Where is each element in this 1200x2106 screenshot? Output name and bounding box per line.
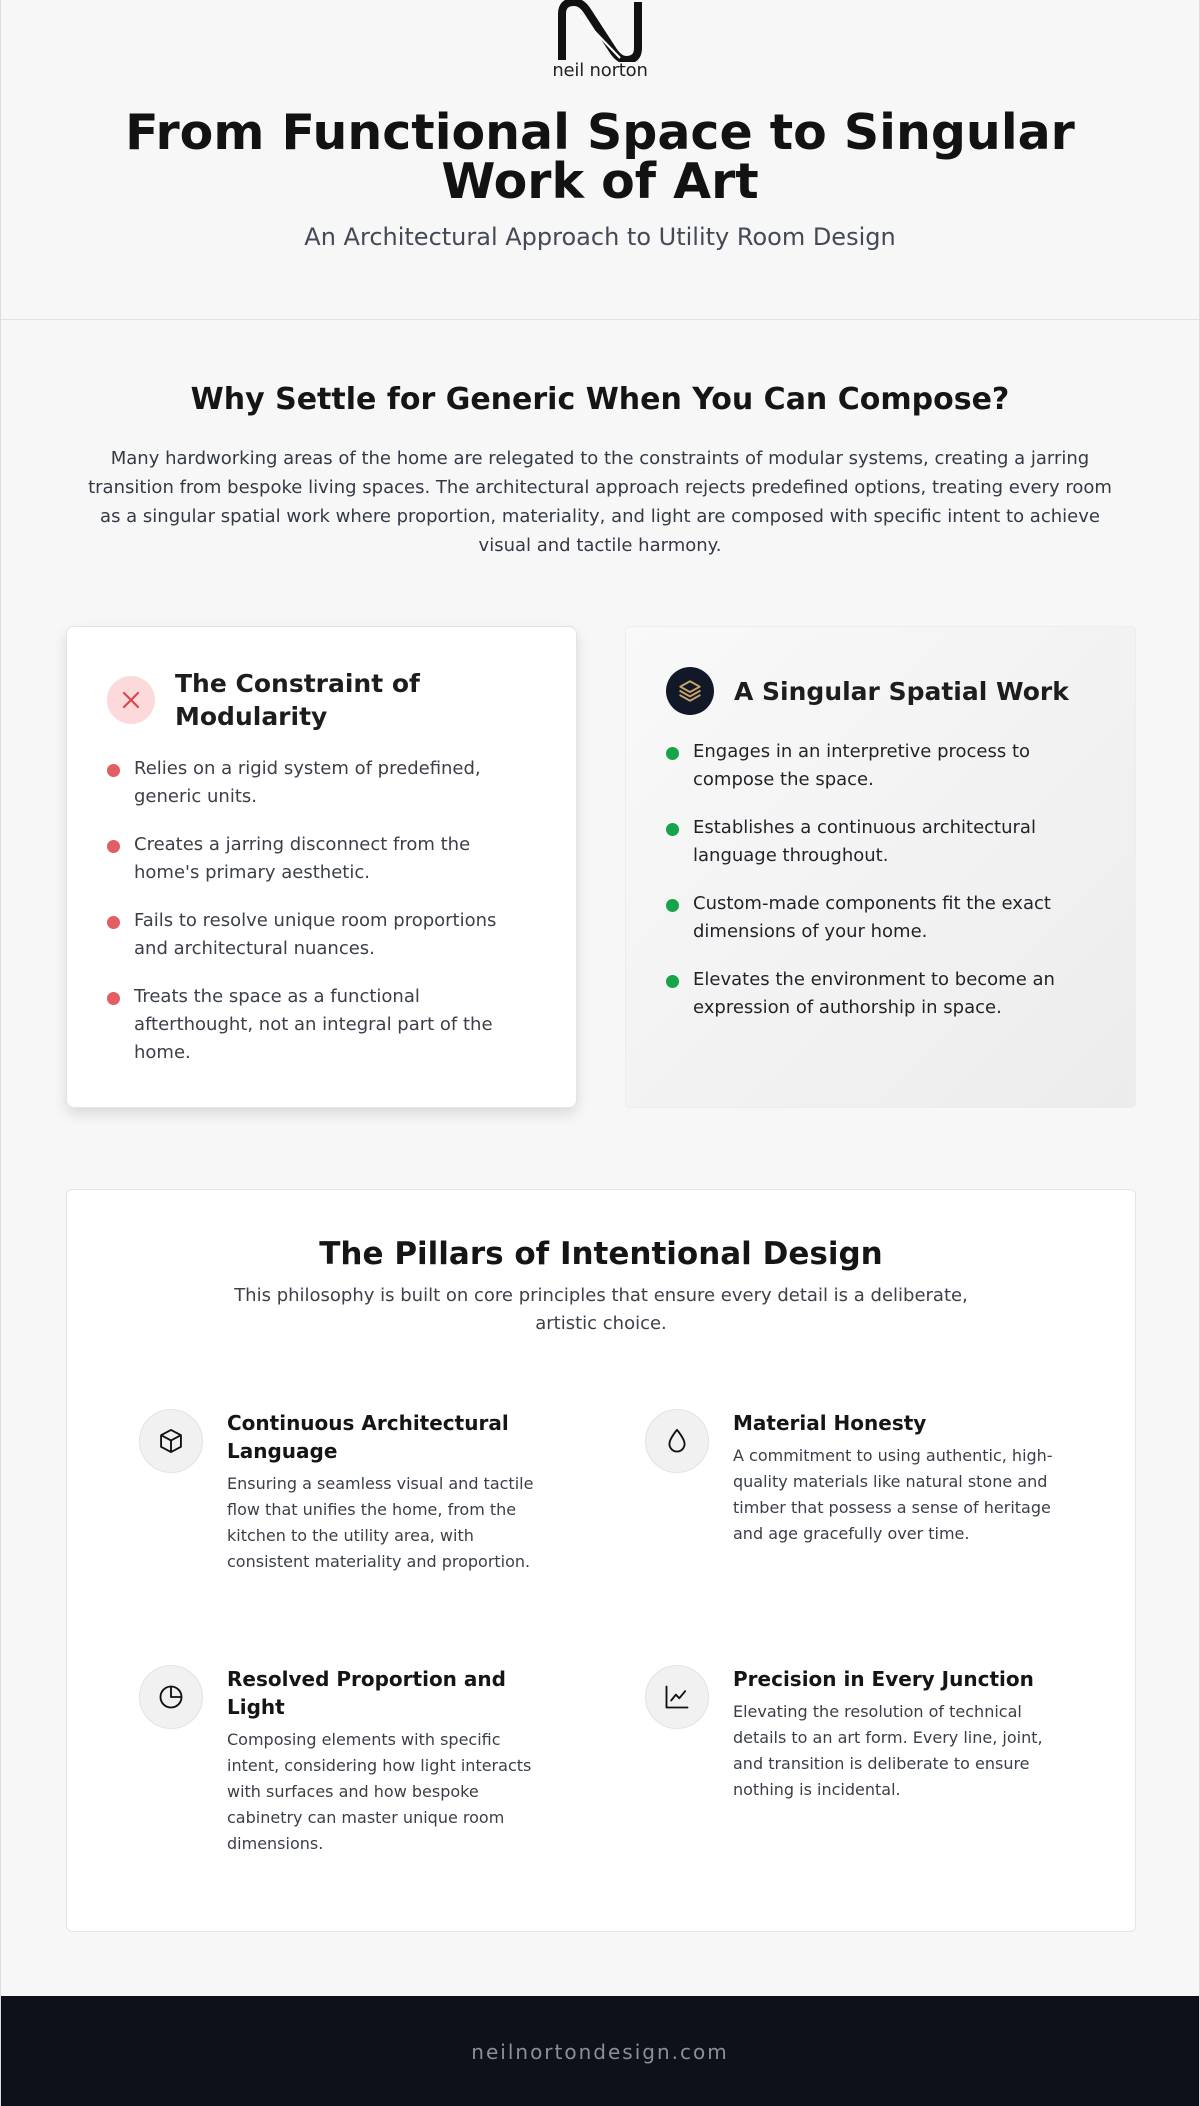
list-item-text: Relies on a rigid system of predefined, generic units. bbox=[134, 758, 481, 807]
pillar-text: A commitment to using authentic, high-quality materials like natural stone and timber that possess a sense of heritage and age gracefully over time. bbox=[733, 1446, 1053, 1543]
spatial-work-card bbox=[625, 626, 1136, 1108]
list-item bbox=[666, 814, 1085, 870]
bullet-icon bbox=[107, 764, 120, 777]
bullet-icon bbox=[666, 823, 679, 836]
list-item-text: Establishes a continuous architectural language throughout. bbox=[693, 817, 1036, 866]
bullet-icon bbox=[666, 747, 679, 760]
list-item bbox=[107, 831, 526, 887]
bullet-icon bbox=[666, 899, 679, 912]
pillar-body bbox=[733, 1409, 1053, 1547]
intro-heading: Why Settle for Generic When You Can Compose? bbox=[190, 382, 1010, 417]
list-item-text: Fails to resolve unique room proportions and architectural nuances. bbox=[134, 910, 497, 959]
list-item bbox=[107, 755, 526, 811]
pillars-heading: The Pillars of Intentional Design bbox=[319, 1236, 883, 1272]
bullet-icon bbox=[107, 992, 120, 1005]
pillar-text: Elevating the resolution of technical details to an art form. Every line, joint, and transition is deliberate to ensure nothing is incidental. bbox=[733, 1702, 1043, 1799]
list-item-text: Creates a jarring disconnect from the home's primary aesthetic. bbox=[134, 834, 471, 883]
footer bbox=[1, 1996, 1199, 2106]
pillar-title: Material Honesty bbox=[733, 1411, 927, 1435]
layers-icon bbox=[666, 667, 714, 715]
line-chart-icon bbox=[645, 1665, 709, 1729]
list-item bbox=[666, 966, 1085, 1022]
list-item bbox=[666, 890, 1085, 946]
list-item-text: Elevates the environment to become an expression of authorship in space. bbox=[693, 969, 1055, 1018]
bullet-icon bbox=[107, 840, 120, 853]
list-item bbox=[107, 983, 526, 1067]
pillar-body bbox=[227, 1409, 547, 1575]
cube-icon bbox=[139, 1409, 203, 1473]
pillar-body bbox=[733, 1665, 1053, 1803]
header bbox=[1, 0, 1199, 320]
card-header bbox=[107, 667, 535, 733]
list-item-text: Engages in an interpretive process to compose the space. bbox=[693, 741, 1031, 790]
card-header bbox=[666, 667, 1094, 715]
pillars-section bbox=[66, 1189, 1136, 1932]
pillar-title: Resolved Proportion and Light bbox=[227, 1667, 506, 1719]
x-icon bbox=[107, 676, 155, 724]
constraint-list bbox=[107, 755, 526, 1087]
card-title: A Singular Spatial Work bbox=[734, 676, 1069, 706]
pillar-body bbox=[227, 1665, 547, 1857]
bullet-icon bbox=[666, 975, 679, 988]
droplet-icon bbox=[645, 1409, 709, 1473]
page-subtitle: An Architectural Approach to Utility Room Design bbox=[304, 223, 896, 251]
list-item bbox=[107, 907, 526, 963]
pillar-title: Precision in Every Junction bbox=[733, 1667, 1034, 1691]
pillar-title: Continuous Architectural Language bbox=[227, 1411, 509, 1463]
n-logo-mark-icon bbox=[554, 0, 646, 62]
pillar-text: Ensuring a seamless visual and tactile flow that unifies the home, from the kitchen to the utility area, with consistent materiality and proportion. bbox=[227, 1474, 534, 1571]
pillars-subtitle: This philosophy is built on core principles that ensure every detail is a deliberate, artistic choice. bbox=[234, 1285, 968, 1334]
brand-name: neil norton bbox=[552, 60, 648, 81]
brand-logo[interactable] bbox=[540, 0, 660, 84]
pillar-text: Composing elements with specific intent, considering how light interacts with surfaces and how bespoke cabinetry can master unique room dimensions. bbox=[227, 1730, 532, 1853]
list-item-text: Custom-made components fit the exact dimensions of your home. bbox=[693, 893, 1051, 942]
pie-chart-icon bbox=[139, 1665, 203, 1729]
list-item-text: Treats the space as a functional afterthought, not an integral part of the home. bbox=[134, 986, 493, 1063]
bullet-icon bbox=[107, 916, 120, 929]
modularity-card bbox=[66, 626, 577, 1108]
benefit-list bbox=[666, 738, 1085, 1042]
footer-website-link[interactable]: neilnortondesign.com bbox=[471, 2040, 729, 2064]
card-title: The Constraint of Modularity bbox=[175, 669, 420, 731]
intro-paragraph: Many hardworking areas of the home are relegated to the constraints of modular systems, creating a jarring transition from bespoke living spaces. The architectural approach rejects predefined options, treating every room as a singular spatial work where proportion, materiality, and light are composed with specific intent to achieve visual and tactile harmony. bbox=[88, 448, 1112, 556]
list-item bbox=[666, 738, 1085, 794]
page-title: From Functional Space to Singular Work of Art bbox=[125, 104, 1075, 210]
